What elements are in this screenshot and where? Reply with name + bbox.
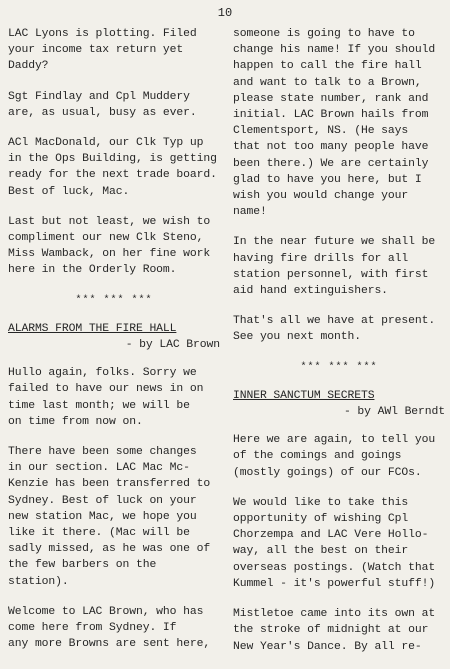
section-divider: *** *** *** — [300, 361, 378, 373]
paragraph: Mistletoe came into its own at the stroke of midnight at our New Year's Dance. By all re- — [233, 608, 436, 653]
paragraph: In the near future we shall be having fire drills for all station personnel, with first aid hand extinguishers. — [233, 236, 436, 298]
paragraph: someone is going to have to change his name! If you should happen to call the fire hall and want to talk to a Brown, please state number, rank and initial. LAC Brown hails from Clementsport, NS. (He says that not too many people have been there.) We are certainly glad to have you here, but I wish you would change your name! — [233, 28, 436, 219]
paragraph: Last but not least, we wish to compliment our new Clk Steno, Miss Wamback, on her fine work here in the Orderly Room. — [8, 215, 211, 277]
paragraph: LAC Lyons is plotting. Filed your income tax return yet Daddy? — [8, 28, 197, 73]
paragraph: We would like to take this opportunity of wishing Cpl Chorzempa and LAC Vere Hollo- way, all the best on their overseas postings. (Watch that Kummel - it's powerful stuff!) — [233, 496, 436, 590]
section-heading: ALARMS FROM THE FIRE HALL — [8, 322, 177, 335]
left-column — [8, 26, 220, 667]
paragraph: Here we are again, to tell you of the comings and goings (mostly goings) of our FCOs. — [233, 434, 436, 479]
paragraph: Welcome to LAC Brown, who has come here from Sydney. If any more Browns are sent here, — [8, 605, 211, 651]
paragraph: Hullo again, folks. Sorry we failed to have our news in on time last month; we will be on time from now on. — [8, 367, 204, 428]
paragraph: ACl MacDonald, our Clk Typ up in the Ops Building, is getting ready for the next trade board. Best of luck, Mac. — [8, 137, 217, 198]
section-heading: INNER SANCTUM SECRETS — [233, 389, 375, 402]
paragraph: That's all we have at present. See you next month. — [233, 315, 436, 344]
right-column — [233, 26, 445, 669]
section-byline: - by AWl Berndt — [343, 406, 445, 419]
section-divider: *** *** *** — [75, 294, 153, 306]
page-number: 10 — [217, 6, 233, 20]
paragraph: There have been some changes in our section. LAC Mac Mc- Kenzie has been transferred to Sydney. Best of luck on your new station Mac, we hope you like it there. (Mac will be sadly missed, as he was one of the few barbers on the station). — [8, 446, 211, 588]
section-byline: - by LAC Brown — [125, 339, 220, 352]
paragraph: Sgt Findlay and Cpl Muddery are, as usual, busy as ever. — [8, 90, 197, 119]
